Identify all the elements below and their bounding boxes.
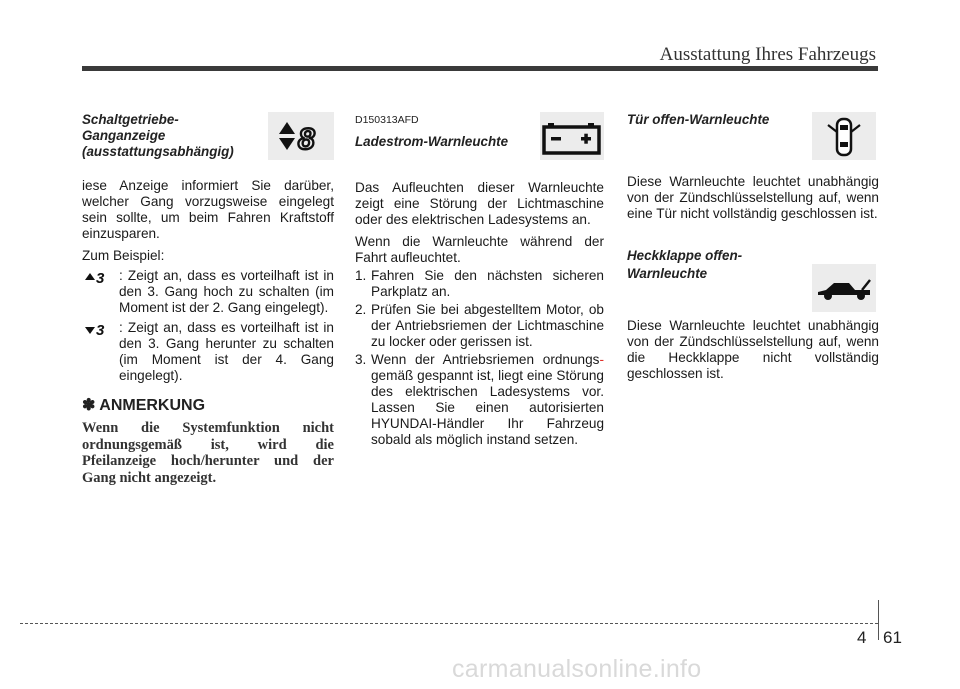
list-item: 3. Wenn der Antriebsriemen ordnungs- gemäß gespannt ist, liegt eine Störung des elektrischen Ladesystems vor. Lassen Sie einen autorisierten HYUNDAI-Händler Ihr Fahrzeug sobald als möglich instand setzen. — [355, 352, 604, 447]
downshift-3-icon — [84, 321, 118, 337]
column-3 — [627, 112, 879, 388]
section-heading-door: Tür offen-Warnleuchte — [627, 112, 770, 127]
chapter-number: 4 — [857, 628, 867, 647]
section-heading-charging: Ladestrom-Warnleuchte — [355, 134, 509, 149]
charging-paragraph-2: Wenn die Warnleuchte während der Fahrt aufleuchtet. — [355, 234, 604, 265]
note-body: Wenn die Systemfunktion nicht ordnungsgemäß ist, wird die Pfeilanzeige hoch/herunter und der Gang nicht angezeigt. — [82, 420, 334, 486]
heading-line: Warnleuchte — [627, 266, 708, 281]
page-number: 61 — [883, 628, 902, 647]
svg-text:3: 3 — [96, 322, 105, 337]
header-rule — [82, 66, 878, 71]
list-item: 1. Fahren Sie den nächsten sicheren Parkplatz an. — [355, 268, 604, 299]
column-1 — [82, 112, 334, 486]
svg-text:8: 8 — [298, 123, 315, 156]
heading-line: (ausstattungsabhängig) — [82, 144, 234, 159]
heading-line: Ganganzeige — [82, 128, 166, 143]
example-label: Zum Beispiel: — [82, 248, 165, 263]
example-text: : Zeigt an, dass es vorteilhaft ist in den 3. Gang herunter zu schalten (im Moment ist der 4. Gang eingelegt). — [119, 320, 334, 383]
example-upshift — [82, 268, 334, 316]
svg-text:3: 3 — [96, 270, 105, 285]
column-2 — [355, 112, 604, 450]
charging-paragraph-1: Das Aufleuchten dieser Warnleuchte zeigt eine Störung der Lichtmaschine oder des elektrischen Ladesystems an. — [355, 180, 604, 227]
example-text: : Zeigt an, dass es vorteilhaft ist in den 3. Gang hoch zu schalten (im Moment ist der 2. Gang eingelegt). — [119, 268, 334, 315]
header-title: Ausstattung Ihres Fahrzeugs — [659, 44, 876, 65]
upshift-3-icon — [84, 269, 118, 285]
page-divider — [878, 600, 879, 640]
intro-paragraph: iese Anzeige informiert Sie darüber, welcher Gang vorzugsweise eingelegt sein sollte, um beim Fahren Kraftstoff einzusparen. — [82, 178, 334, 241]
section-heading-gear-indicator — [82, 112, 262, 160]
charging-steps — [355, 268, 604, 448]
watermark: carmanualsonline.info — [452, 655, 702, 683]
trunk-paragraph: Diese Warnleuchte leuchtet unabhängig von der Zündschlüsselstellung auf, wenn die Heckklappe nicht vollständig geschlossen ist. — [627, 318, 879, 381]
heading-line: Heckklappe offen- — [627, 248, 743, 263]
list-item: 2. Prüfen Sie bei abgestelltem Motor, ob der Antriebsriemen der Lichtmaschine zu locker oder gerissen ist. — [355, 302, 604, 349]
section-heading-trunk — [627, 248, 879, 282]
footer-rule — [20, 623, 878, 624]
heading-line: Schaltgetriebe- — [82, 112, 179, 127]
note-heading: ✽ ANMERKUNG — [82, 397, 206, 414]
door-paragraph: Diese Warnleuchte leuchtet unabhängig von der Zündschlüsselstellung auf, wenn eine Tür nicht vollständig geschlossen ist. — [627, 174, 879, 221]
section-code: D150313AFD — [355, 114, 419, 126]
example-downshift — [82, 320, 334, 384]
